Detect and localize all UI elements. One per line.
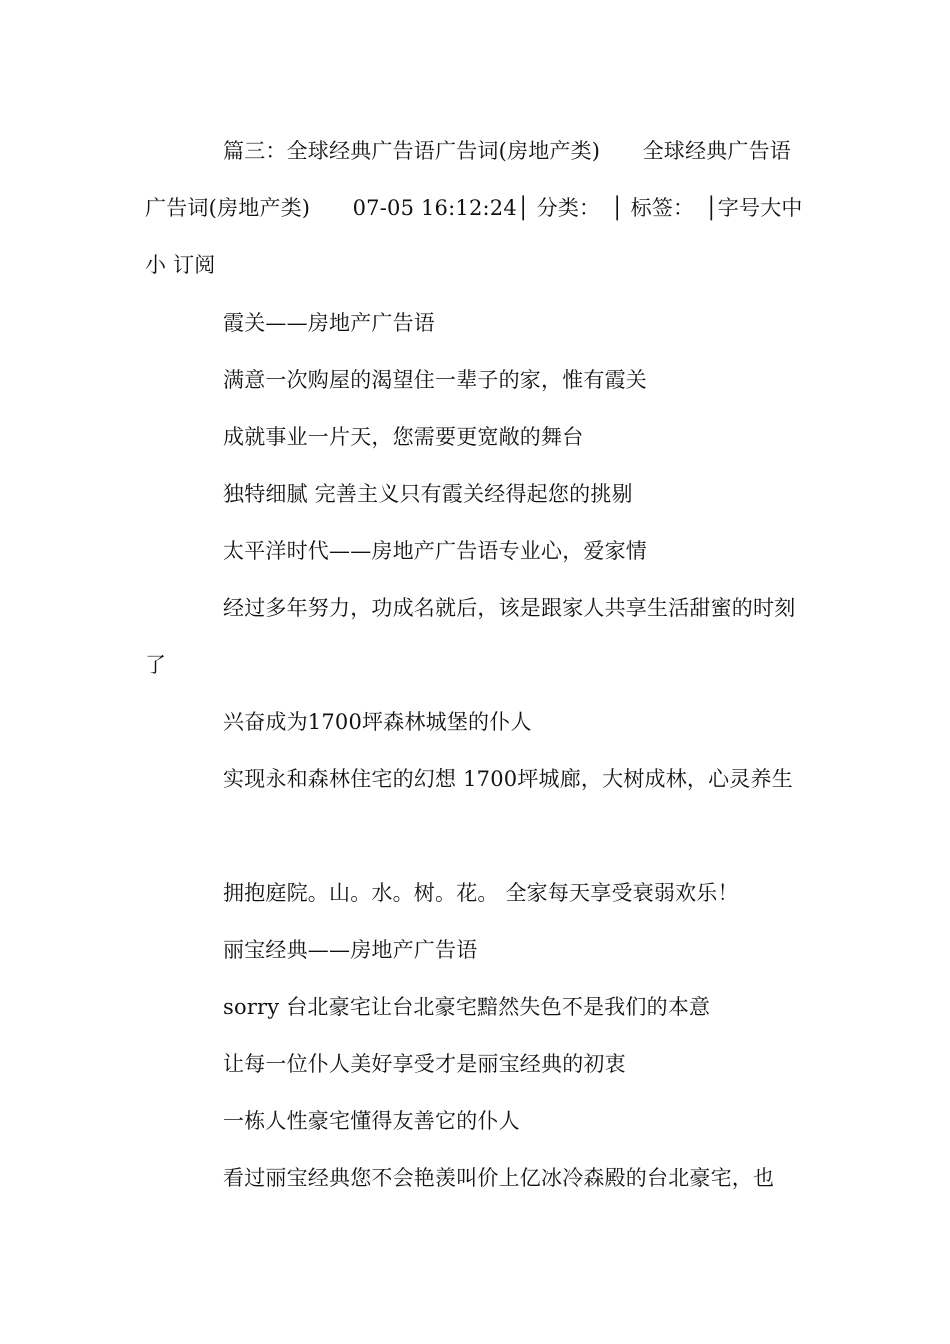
text-line: 霞关——房地产广告语 (223, 311, 435, 335)
text-line: 看过丽宝经典您不会艳羡叫价上亿冰冷森殿的台北豪宅，也 (223, 1166, 775, 1190)
text-line: 成就事业一片天，您需要更宽敞的舞台 (223, 425, 584, 449)
text-line: 兴奋成为1700坪森林城堡的仆人 (223, 710, 532, 734)
text-line: 满意一次购屋的渴望住一辈子的家，惟有霞关 (223, 368, 647, 392)
wrap-paragraph: 经过多年努力，功成名就后，该是跟家人共享生活甜蜜的时刻了 (145, 596, 796, 677)
text-line: 拥抱庭院。山。水。树。花。 全家每天享受衰弱欢乐！ (223, 881, 739, 905)
text-line: 一栋人性豪宅懂得友善它的仆人 (223, 1109, 520, 1133)
text-line: 太平洋时代——房地产广告语专业心，爱家情 (223, 539, 647, 563)
text-line: 独特细腻 完善主义只有霞关经得起您的挑剔 (223, 482, 633, 506)
header-paragraph: 篇三：全球经典广告语广告词(房地产类) 全球经典广告语广告词(房地产类) 07-05 16:12:24│ 分类： │ 标签： │字号大中小 订阅 (145, 139, 803, 277)
text-line: sorry 台北豪宅让台北豪宅黯然失色不是我们的本意 (223, 995, 711, 1019)
text-line: 丽宝经典——房地产广告语 (223, 938, 478, 962)
text-line: 让每一位仆人美好享受才是丽宝经典的初衷 (223, 1052, 626, 1076)
wrap-paragraph: 实现永和森林住宅的幻想 1700坪城廊，大树成林，心灵养生 (223, 767, 793, 791)
